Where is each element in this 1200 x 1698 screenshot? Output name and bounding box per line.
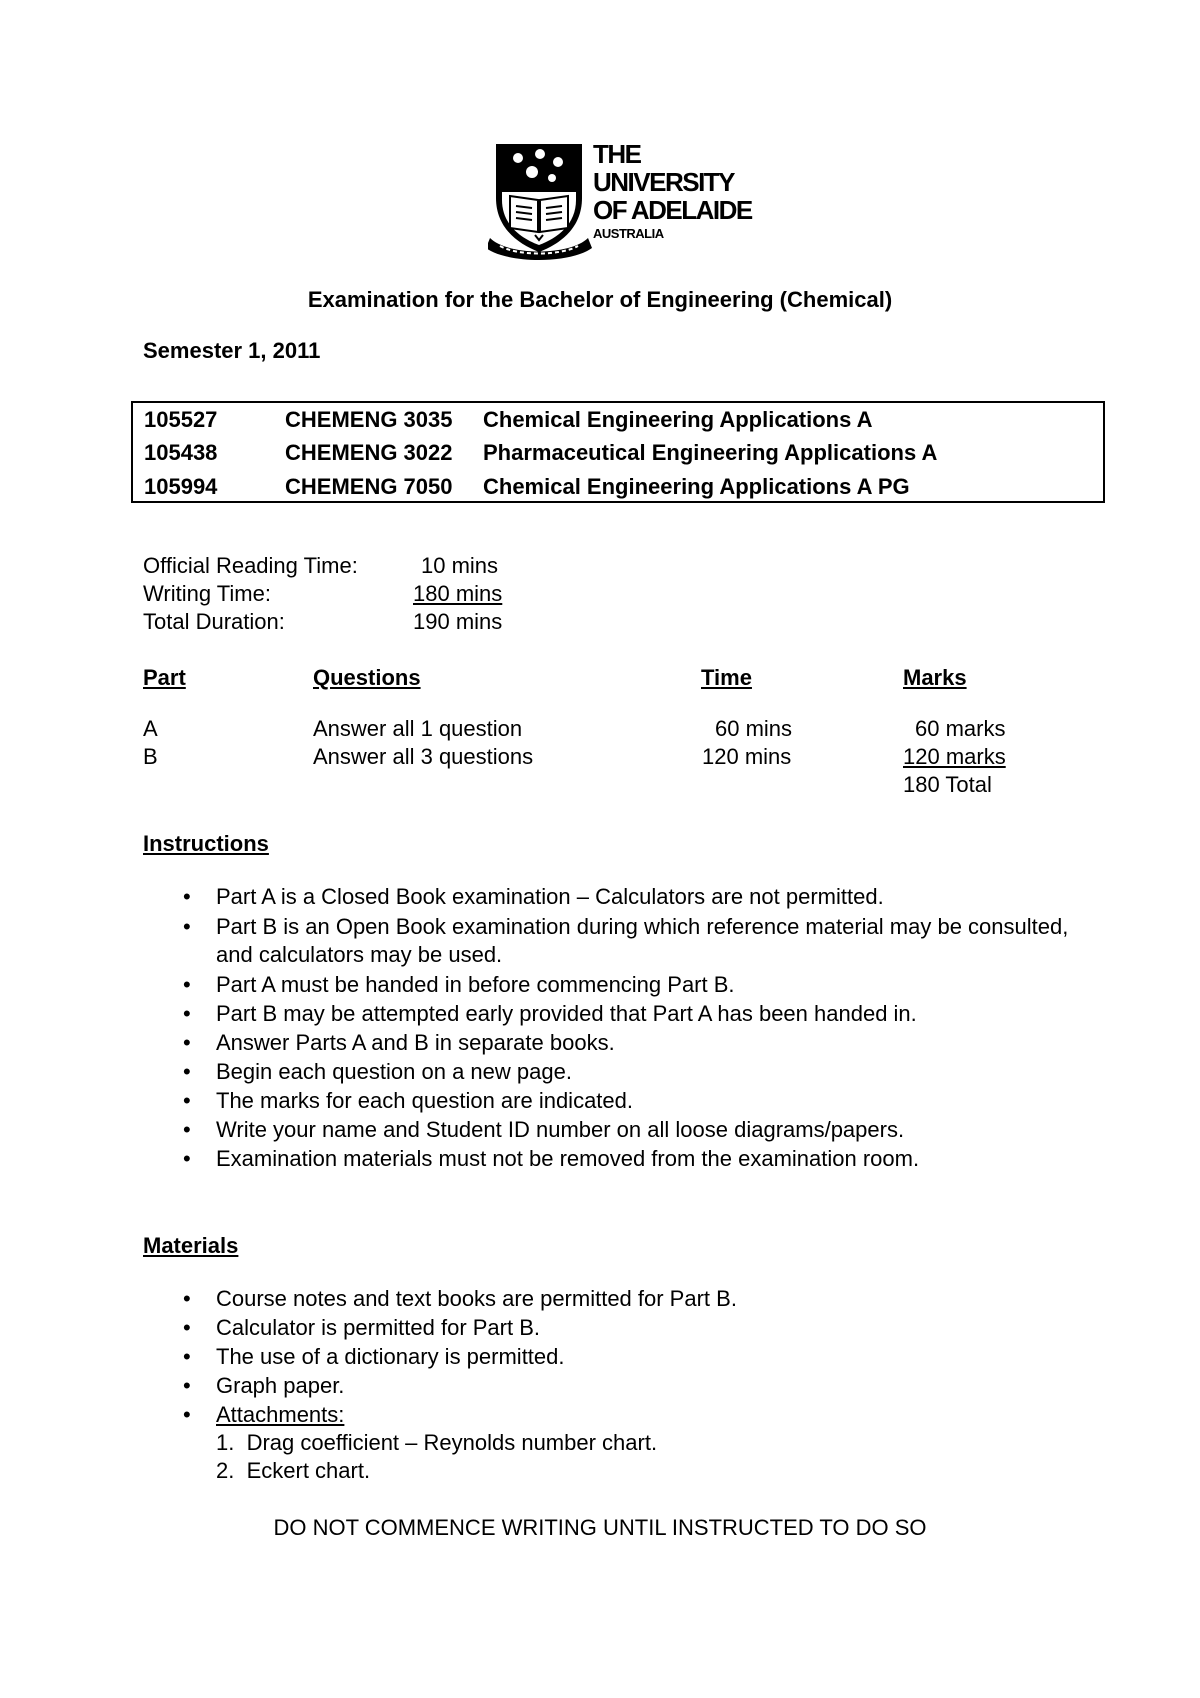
bullet-icon: • bbox=[183, 914, 191, 939]
time-label: Official Reading Time: bbox=[143, 553, 358, 578]
logo-line-3: AUSTRALIA bbox=[593, 226, 664, 241]
bullet-icon: • bbox=[183, 1088, 191, 1113]
part-label: A bbox=[143, 716, 158, 741]
bullet-icon: • bbox=[183, 972, 191, 997]
materials-heading: Materials bbox=[143, 1233, 239, 1258]
exam-title: Examination for the Bachelor of Engineering (Chemical) bbox=[307, 287, 893, 312]
instructions-heading: Instructions bbox=[143, 831, 269, 856]
list-item: • The use of a dictionary is permitted. bbox=[183, 1344, 565, 1369]
footer-notice: DO NOT COMMENCE WRITING UNTIL INSTRUCTED TO DO SO bbox=[273, 1515, 927, 1540]
header-marks: Marks bbox=[903, 665, 967, 690]
bullet-icon: • bbox=[183, 1117, 191, 1142]
semester: Semester 1, 2011 bbox=[143, 338, 321, 363]
bullet-icon: • bbox=[183, 1373, 191, 1398]
list-item: • Part B may be attempted early provided that Part A has been handed in. bbox=[183, 1001, 917, 1026]
instructions-list bbox=[143, 883, 1073, 1173]
list-item: • Graph paper. bbox=[183, 1373, 345, 1398]
header-questions: Questions bbox=[313, 665, 421, 690]
course-row bbox=[133, 440, 1103, 474]
list-item: • Part A must be handed in before commencing Part B. bbox=[183, 972, 735, 997]
part-questions: Answer all 3 questions bbox=[313, 744, 534, 769]
bullet-icon: • bbox=[183, 884, 191, 909]
time-value: 10 mins bbox=[421, 553, 499, 578]
list-item: • Write your name and Student ID number on all loose diagrams/papers. bbox=[183, 1117, 905, 1142]
part-label: B bbox=[143, 744, 158, 769]
attachment-item: 2. Eckert chart. bbox=[216, 1458, 371, 1483]
attachments-list bbox=[216, 1429, 1073, 1485]
bullet-icon: • bbox=[183, 1344, 191, 1369]
part-time: 120 mins bbox=[702, 744, 792, 769]
course-number: 105438 bbox=[144, 440, 218, 465]
course-row bbox=[133, 407, 1103, 441]
list-item: • Course notes and text books are permitted for Part B. bbox=[183, 1286, 737, 1311]
part-marks: 120 marks bbox=[903, 744, 1006, 769]
course-name: Chemical Engineering Applications A bbox=[483, 407, 873, 432]
course-code: CHEMENG 3035 bbox=[285, 407, 453, 432]
marks-total: 180 Total bbox=[903, 772, 992, 797]
bullet-icon: • bbox=[183, 1059, 191, 1084]
part-time: 60 mins bbox=[715, 716, 793, 741]
course-number: 105527 bbox=[144, 407, 218, 432]
bullet-icon: • bbox=[183, 1001, 191, 1026]
course-name: Pharmaceutical Engineering Applications A bbox=[483, 440, 938, 465]
course-code: CHEMENG 7050 bbox=[285, 474, 453, 499]
course-number: 105994 bbox=[144, 474, 218, 499]
time-label: Total Duration: bbox=[143, 609, 285, 634]
course-name: Chemical Engineering Applications A PG bbox=[483, 474, 910, 499]
crest-icon bbox=[488, 140, 598, 265]
course-code: CHEMENG 3022 bbox=[285, 440, 453, 465]
header-part: Part bbox=[143, 665, 186, 690]
list-item: • Begin each question on a new page. bbox=[183, 1059, 572, 1084]
list-item: • Part B is an Open Book examination during which reference material may be consulted, and calculators may be used. bbox=[183, 914, 1069, 967]
part-marks: 60 marks bbox=[915, 716, 1006, 741]
bullet-icon: • bbox=[183, 1315, 191, 1340]
header-time: Time bbox=[701, 665, 752, 690]
bullet-icon: • bbox=[183, 1286, 191, 1311]
logo-wordmark bbox=[593, 140, 778, 242]
materials-list bbox=[143, 1285, 1073, 1485]
bullet-icon: • bbox=[183, 1146, 191, 1171]
list-item: • The marks for each question are indicated. bbox=[183, 1088, 634, 1113]
time-value: 180 mins bbox=[413, 581, 503, 606]
logo-line-2: OF ADELAIDE bbox=[593, 195, 752, 225]
list-item bbox=[143, 1401, 1073, 1485]
time-label: Writing Time: bbox=[143, 581, 271, 606]
attachment-item: 1. Drag coefficient – Reynolds number chart. bbox=[216, 1430, 658, 1455]
list-item: • Calculator is permitted for Part B. bbox=[183, 1315, 541, 1340]
list-item: • Part A is a Closed Book examination – Calculators are not permitted. bbox=[183, 884, 884, 909]
list-item: • Answer Parts A and B in separate books. bbox=[183, 1030, 615, 1055]
bullet-icon: • bbox=[183, 1402, 191, 1427]
attachments-label: Attachments: bbox=[216, 1402, 345, 1427]
course-list-box bbox=[131, 401, 1105, 503]
bullet-icon: • bbox=[183, 1030, 191, 1055]
time-value: 190 mins bbox=[413, 609, 503, 634]
logo-line-1: THE UNIVERSITY bbox=[593, 139, 735, 197]
parts-table bbox=[143, 665, 1103, 805]
course-row bbox=[133, 474, 1103, 508]
part-questions: Answer all 1 question bbox=[313, 716, 523, 741]
university-logo bbox=[488, 140, 778, 270]
list-item: • Examination materials must not be removed from the examination room. bbox=[183, 1146, 920, 1171]
